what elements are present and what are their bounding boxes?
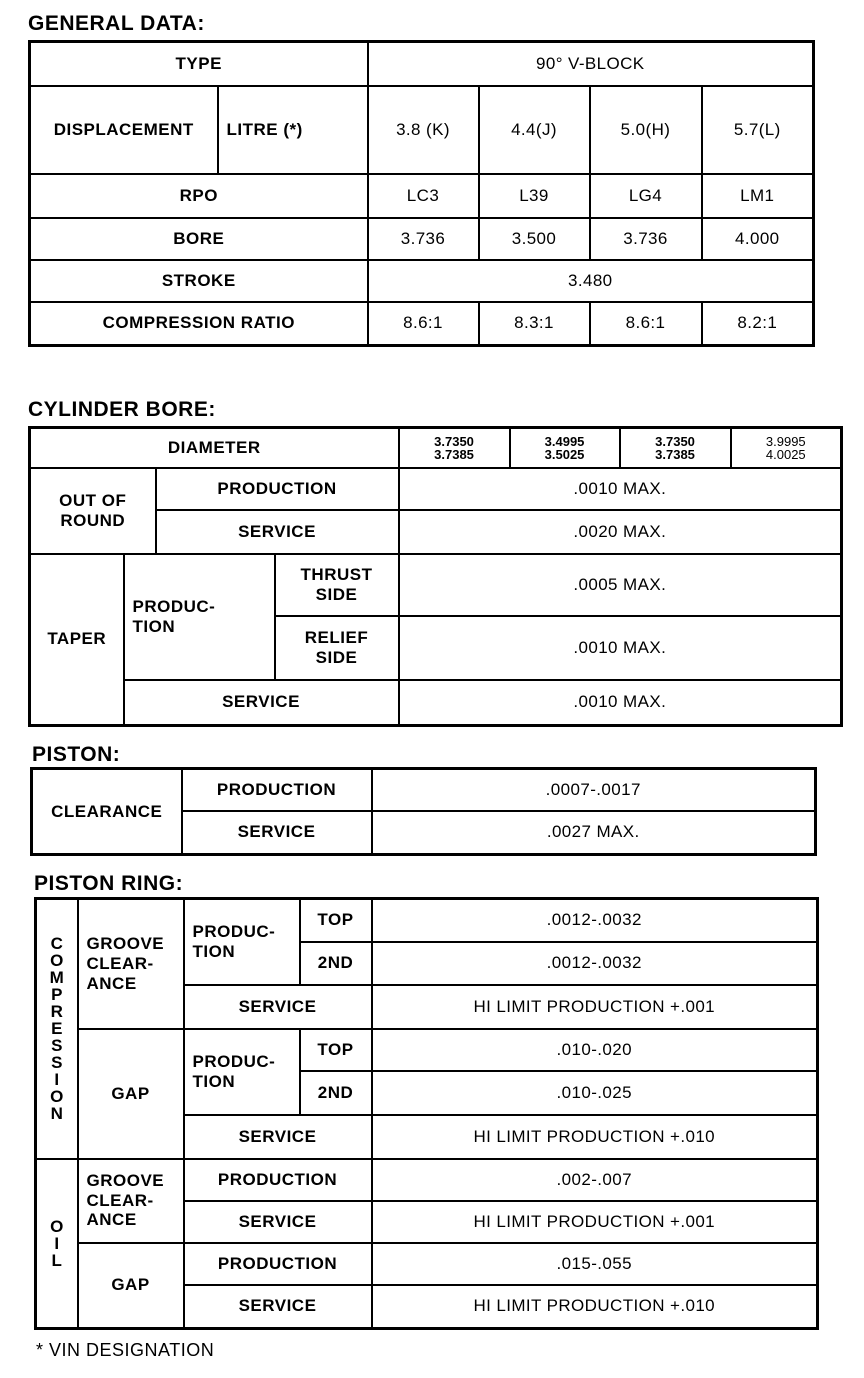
oil-groove-service-value: HI LIMIT PRODUCTION +.001 [372,1201,818,1243]
comp-groove-2nd-label: 2ND [300,942,372,985]
footnote: * VIN DESIGNATION [36,1340,215,1360]
rpo-value: LG4 [590,174,702,218]
diameter-value: 3.7350 3.7385 [620,428,731,468]
comp-groove-top-value: .0012-.0032 [372,899,818,942]
comp-groove-top-label: TOP [300,899,372,942]
litre-value: 5.0(H) [590,86,702,174]
compression-ratio-label: COMPRESSION RATIO [30,302,368,346]
bore-label: BORE [30,218,368,260]
rpo-value: LM1 [702,174,814,218]
oor-service-value: .0020 MAX. [399,510,842,554]
taper-thrust-value: .0005 MAX. [399,554,842,616]
oor-production-label: PRODUCTION [156,468,399,510]
out-of-round-label: OUT OF ROUND [30,468,156,554]
oil-gap-service-label: SERVICE [184,1285,372,1329]
oil-gap-production-value: .015-.055 [372,1243,818,1285]
piston-production-label: PRODUCTION [182,769,372,811]
compression-ratio-value: 8.2:1 [702,302,814,346]
comp-gap-label: GAP [78,1029,184,1159]
compression-label: C O M P R E S S I O N [36,899,78,1159]
diameter-value: 3.7350 3.7385 [399,428,510,468]
rpo-value: L39 [479,174,590,218]
bore-value: 3.736 [590,218,702,260]
taper-service-label: SERVICE [124,680,399,726]
rpo-value: LC3 [368,174,479,218]
diameter-value: 3.9995 4.0025 [731,428,842,468]
comp-groove-service-label: SERVICE [184,985,372,1029]
compression-ratio-value: 8.3:1 [479,302,590,346]
bore-value: 3.736 [368,218,479,260]
comp-gap-service-label: SERVICE [184,1115,372,1159]
litre-value: 4.4(J) [479,86,590,174]
piston-production-value: .0007-.0017 [372,769,816,811]
comp-gap-2nd-value: .010-.025 [372,1071,818,1115]
oil-gap-production-label: PRODUCTION [184,1243,372,1285]
compression-ratio-value: 8.6:1 [368,302,479,346]
bore-value: 3.500 [479,218,590,260]
cylinder-bore-heading: CYLINDER BORE: [28,398,216,421]
diameter-value: 3.4995 3.5025 [510,428,620,468]
general-data-heading: GENERAL DATA: [28,12,205,35]
taper-label: TAPER [30,554,124,726]
oil-label: O I L [36,1159,78,1329]
taper-production-label: PRODUC- TION [124,554,275,680]
stroke-label: STROKE [30,260,368,302]
general-data-table [28,40,815,347]
piston-heading: PISTON: [32,743,121,766]
oil-groove-clearance-label: GROOVE CLEAR- ANCE [78,1159,184,1243]
oil-gap-service-value: HI LIMIT PRODUCTION +.010 [372,1285,818,1329]
piston-service-value: .0027 MAX. [372,811,816,855]
comp-gap-service-value: HI LIMIT PRODUCTION +.010 [372,1115,818,1159]
compression-ratio-value: 8.6:1 [590,302,702,346]
oil-groove-production-label: PRODUCTION [184,1159,372,1201]
type-label: TYPE [30,42,368,86]
comp-groove-2nd-value: .0012-.0032 [372,942,818,985]
rpo-label: RPO [30,174,368,218]
comp-gap-top-value: .010-.020 [372,1029,818,1071]
comp-gap-2nd-label: 2ND [300,1071,372,1115]
bore-value: 4.000 [702,218,814,260]
taper-service-value: .0010 MAX. [399,680,842,726]
relief-side-label: RELIEF SIDE [275,616,399,680]
litre-value: 3.8 (K) [368,86,479,174]
comp-groove-service-value: HI LIMIT PRODUCTION +.001 [372,985,818,1029]
stroke-value: 3.480 [368,260,814,302]
comp-gap-production-label: PRODUC- TION [184,1029,300,1115]
thrust-side-label: THRUST SIDE [275,554,399,616]
diameter-label: DIAMETER [30,428,399,468]
comp-groove-production-label: PRODUC- TION [184,899,300,985]
oor-service-label: SERVICE [156,510,399,554]
comp-groove-clearance-label: GROOVE CLEAR- ANCE [78,899,184,1029]
piston-ring-table [34,897,819,1330]
taper-relief-value: .0010 MAX. [399,616,842,680]
clearance-label: CLEARANCE [32,769,182,855]
type-value: 90° V-BLOCK [368,42,814,86]
litre-value: 5.7(L) [702,86,814,174]
oil-groove-production-value: .002-.007 [372,1159,818,1201]
cylinder-bore-table [28,426,843,727]
piston-service-label: SERVICE [182,811,372,855]
piston-table [30,767,817,856]
oil-gap-label: GAP [78,1243,184,1329]
oil-groove-service-label: SERVICE [184,1201,372,1243]
comp-gap-top-label: TOP [300,1029,372,1071]
litre-label: LITRE (*) [218,86,368,174]
displacement-label: DISPLACEMENT [30,86,218,174]
piston-ring-heading: PISTON RING: [34,872,184,895]
oor-production-value: .0010 MAX. [399,468,842,510]
